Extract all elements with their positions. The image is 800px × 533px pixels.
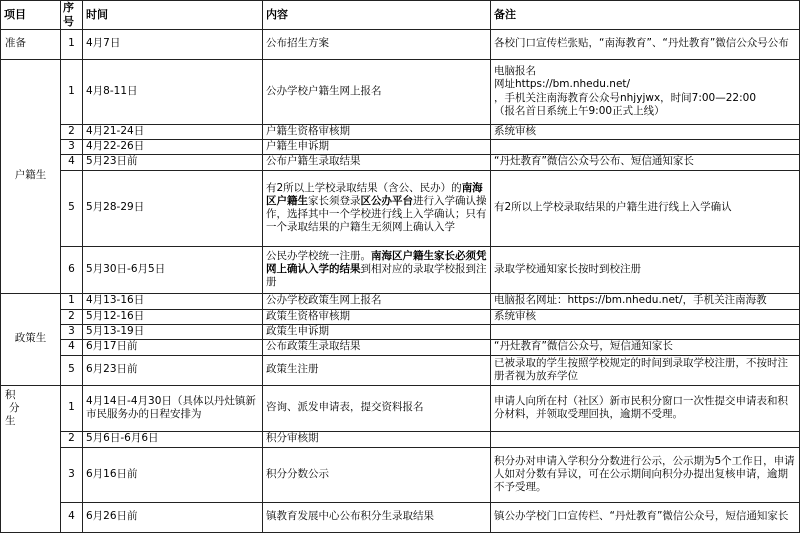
table-row xyxy=(1,309,800,324)
seq-cell: 3 xyxy=(61,139,83,154)
time-cell: 6月17日前 xyxy=(83,339,263,355)
content-bold-text: 南海区户籍生 xyxy=(266,181,483,207)
content-cell: 政策生资格审核期 xyxy=(263,309,491,324)
table-row xyxy=(1,59,800,124)
table-row xyxy=(1,355,800,385)
content-text: 有2所以上学校录取结果（含公、民办）的 xyxy=(266,181,462,194)
time-cell: 5月23日前 xyxy=(83,154,263,170)
table-row xyxy=(1,246,800,293)
header-seq: 序号 xyxy=(61,1,83,30)
table-row xyxy=(1,431,800,447)
seq-cell: 5 xyxy=(61,355,83,385)
table-row xyxy=(1,502,800,532)
note-cell: 镇公办学校门口宣传栏、“丹灶教育”微信公众号，短信通知家长 xyxy=(491,502,800,532)
content-cell: 政策生申诉期 xyxy=(263,324,491,339)
time-cell: 4月7日 xyxy=(83,29,263,59)
note-cell: 已被录取的学生按照学校规定的时间到录取学校注册，不按时注册者视为放弃学位 xyxy=(491,355,800,385)
seq-cell: 4 xyxy=(61,339,83,355)
content-bold-text: 区公办平台 xyxy=(360,194,413,207)
time-cell: 4月13-16日 xyxy=(83,293,263,309)
note-cell xyxy=(491,324,800,339)
seq-cell: 2 xyxy=(61,431,83,447)
content-cell: 积分分数公示 xyxy=(263,447,491,502)
note-cell: 系统审核 xyxy=(491,309,800,324)
time-cell: 5月13-19日 xyxy=(83,324,263,339)
content-cell: 公办学校户籍生网上报名 xyxy=(263,59,491,124)
note-cell xyxy=(491,139,800,154)
note-cell: 有2所以上学校录取结果的户籍生进行线上入学确认 xyxy=(491,170,800,246)
content-text: 公民办学校统一注册。 xyxy=(266,249,371,262)
seq-cell: 1 xyxy=(61,385,83,431)
table-row xyxy=(1,139,800,154)
table-row xyxy=(1,385,800,431)
table-row xyxy=(1,154,800,170)
table-row xyxy=(1,339,800,355)
table-row xyxy=(1,170,800,246)
note-line: ，手机关注南海教育公众号nhjyjwx，时间7:00—22:00 xyxy=(494,91,756,104)
category-char: 生 xyxy=(5,414,16,427)
header-content: 内容 xyxy=(263,1,491,30)
seq-cell: 1 xyxy=(61,59,83,124)
time-cell: 6月16日前 xyxy=(83,447,263,502)
table-row xyxy=(1,447,800,502)
note-cell: “丹灶教育”微信公众号，短信通知家长 xyxy=(491,339,800,355)
category-prep: 准备 xyxy=(1,29,61,59)
seq-cell: 4 xyxy=(61,502,83,532)
content-text: 到相对应的录取学校报到注册 xyxy=(266,262,487,289)
table-row xyxy=(1,29,800,59)
content-cell: 公办学校政策生网上报名 xyxy=(263,293,491,309)
time-cell: 4月21-24日 xyxy=(83,124,263,139)
seq-cell: 3 xyxy=(61,447,83,502)
category-policy: 政策生 xyxy=(1,293,61,385)
content-cell xyxy=(263,170,491,246)
header-row xyxy=(1,1,800,30)
time-cell: 5月6日-6月6日 xyxy=(83,431,263,447)
note-cell[interactable]: 电脑报名网址：https://bm.nhedu.net/，手机关注南海教 xyxy=(491,293,800,309)
time-cell: 6月26日前 xyxy=(83,502,263,532)
note-cell: 录取学校通知家长按时到校注册 xyxy=(491,246,800,293)
note-line: 电脑报名 xyxy=(494,65,536,78)
time-cell: 5月12-16日 xyxy=(83,309,263,324)
time-cell: 4月14日-4月30日（具体以丹灶镇新市民服务办的日程安排为 xyxy=(83,385,263,431)
content-cell: 镇教育发展中心公布积分生录取结果 xyxy=(263,502,491,532)
content-text: 家长须登录 xyxy=(308,194,361,207)
seq-cell: 1 xyxy=(61,29,83,59)
content-cell: 公布户籍生录取结果 xyxy=(263,154,491,170)
content-cell: 政策生注册 xyxy=(263,355,491,385)
content-text: 进行入学确认操作，选择其中一个学校进行线上入学确认；只有一个录取结果的户籍生无须网上确认入学 xyxy=(266,194,487,234)
content-bold-text: 南海区户籍生家长必须凭网上确认入学的结果 xyxy=(266,249,487,275)
time-cell: 5月28-29日 xyxy=(83,170,263,246)
content-cell: 积分审核期 xyxy=(263,431,491,447)
note-cell: “丹灶教育”微信公众号公布、短信通知家长 xyxy=(491,154,800,170)
note-cell xyxy=(491,59,800,124)
note-line: （报名首日系统上午9:00正式上线） xyxy=(494,104,665,117)
seq-cell: 4 xyxy=(61,154,83,170)
time-cell: 5月30日-6月5日 xyxy=(83,246,263,293)
content-cell: 公布政策生录取结果 xyxy=(263,339,491,355)
seq-cell: 1 xyxy=(61,293,83,309)
content-cell: 咨询、派发申请表，提交资料报名 xyxy=(263,385,491,431)
seq-cell: 6 xyxy=(61,246,83,293)
header-time: 时间 xyxy=(83,1,263,30)
note-cell: 申请人向所在村（社区）新市民积分窗口一次性提交申请表和积分材料，并领取受理回执，逾期不受理。 xyxy=(491,385,800,431)
table-row xyxy=(1,124,800,139)
category-char: 积 xyxy=(5,388,16,401)
content-cell: 公布招生方案 xyxy=(263,29,491,59)
content-cell xyxy=(263,246,491,293)
content-cell: 户籍生申诉期 xyxy=(263,139,491,154)
note-cell: 系统审核 xyxy=(491,124,800,139)
seq-cell: 3 xyxy=(61,324,83,339)
seq-cell: 2 xyxy=(61,124,83,139)
category-points xyxy=(1,385,61,532)
header-note: 备注 xyxy=(491,1,800,30)
table-row xyxy=(1,293,800,309)
time-cell: 4月8-11日 xyxy=(83,59,263,124)
time-cell: 4月22-26日 xyxy=(83,139,263,154)
note-cell xyxy=(491,431,800,447)
content-cell: 户籍生资格审核期 xyxy=(263,124,491,139)
table-row xyxy=(1,324,800,339)
header-item: 项目 xyxy=(1,1,61,30)
time-cell: 6月23日前 xyxy=(83,355,263,385)
category-huji: 户籍生 xyxy=(1,59,61,293)
note-cell: 各校门口宣传栏张贴，“南海教育”、“丹灶教育”微信公众号公布 xyxy=(491,29,800,59)
note-link[interactable]: 网址https://bm.nhedu.net/ xyxy=(494,78,631,91)
category-char: 分 xyxy=(9,401,20,414)
seq-cell: 2 xyxy=(61,309,83,324)
note-cell: 积分办对申请入学积分分数进行公示，公示期为5个工作日，申请人如对分数有异议，可在公示期间向积分办提出复核申请，逾期不予受理。 xyxy=(491,447,800,502)
seq-cell: 5 xyxy=(61,170,83,246)
